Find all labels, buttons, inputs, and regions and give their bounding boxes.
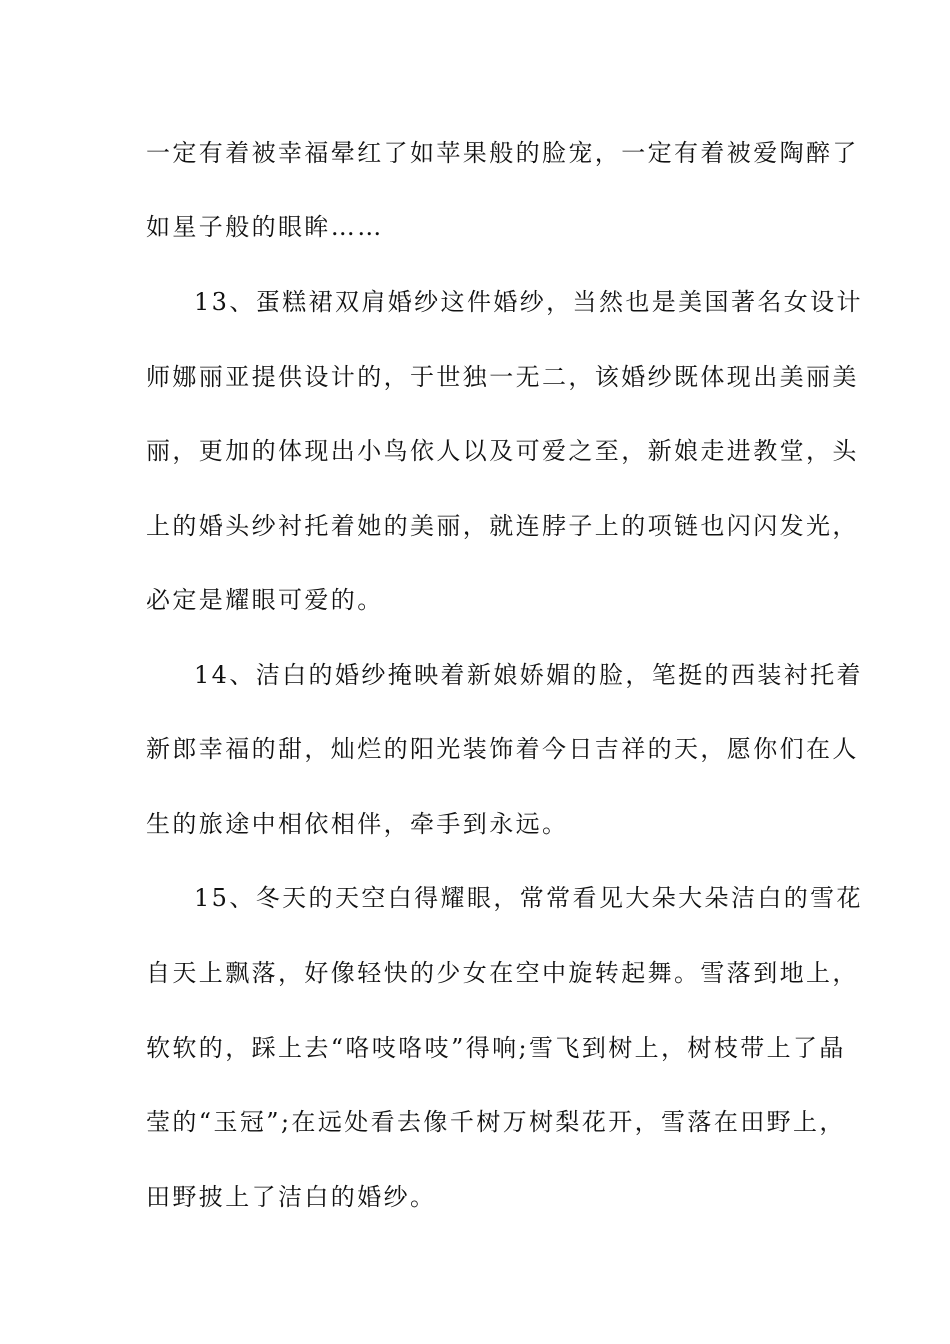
- text-line: 一定有着被幸福晕红了如苹果般的脸宠，一定有着被爱陶醉了: [146, 139, 859, 167]
- text-line: 丽，更加的体现出小鸟依人以及可爱之至，新娘走进教堂，头: [146, 437, 859, 465]
- text-line: 软软的，踩上去“咯吱咯吱”得响;雪飞到树上，树枝带上了晶: [146, 1034, 846, 1062]
- paragraph-15-start: 15、冬天的天空白得耀眼，常常看见大朵大朵洁白的雪花: [194, 884, 863, 912]
- text-line: 师娜丽亚提供设计的，于世独一无二，该婚纱既体现出美丽美: [146, 363, 859, 391]
- paragraph-14-start: 14、洁白的婚纱掩映着新娘娇媚的脸，笔挺的西装衬托着: [194, 661, 863, 689]
- text-line: 生的旅途中相依相伴，牵手到永远。: [146, 810, 569, 838]
- text-line: 田野披上了洁白的婚纱。: [146, 1183, 437, 1211]
- text-line: 莹的“玉冠”;在远处看去像千树万树梨花开，雪落在田野上，: [146, 1108, 846, 1136]
- text-line: 必定是耀眼可爱的。: [146, 586, 384, 614]
- text-line: 上的婚头纱衬托着她的美丽，就连脖子上的项链也闪闪发光，: [146, 512, 859, 540]
- text-line: 如星子般的眼眸……: [146, 213, 384, 241]
- paragraph-13-start: 13、蛋糕裙双肩婚纱这件婚纱，当然也是美国著名女设计: [194, 288, 863, 316]
- text-line: 新郎幸福的甜，灿烂的阳光装饰着今日吉祥的天，愿你们在人: [146, 735, 859, 763]
- text-line: 自天上飘落，好像轻快的少女在空中旋转起舞。雪落到地上，: [146, 959, 859, 987]
